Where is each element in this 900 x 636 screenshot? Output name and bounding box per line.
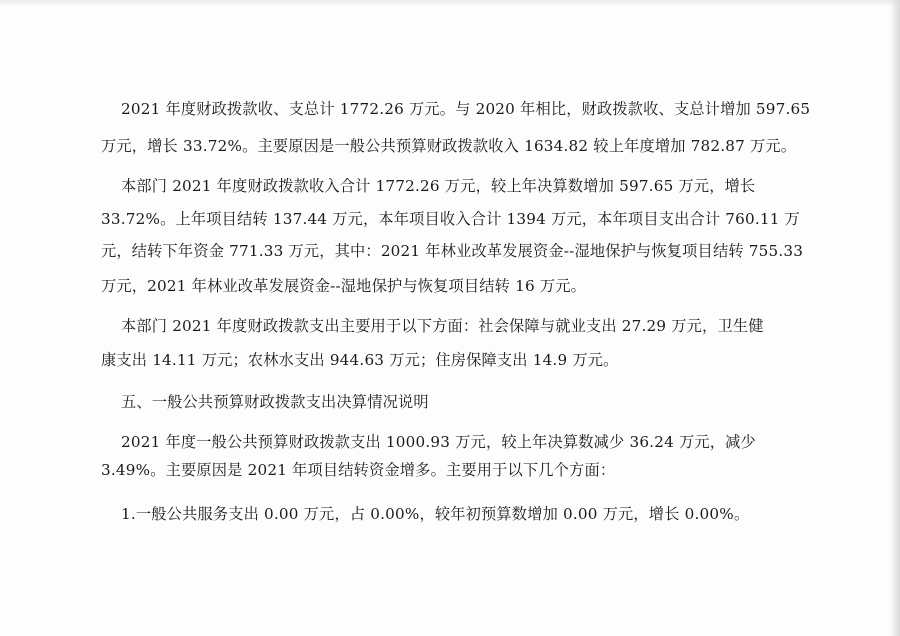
text-line: 本部门 2021 年度财政拨款支出主要用于以下方面：社会保障与就业支出 27.29 万元，卫生健 bbox=[121, 317, 764, 335]
text-line: 2021 年度财政拨款收、支总计 1772.26 万元。与 2020 年相比，财政拨款收、支总计增加 597.65 bbox=[121, 100, 811, 118]
text-line: 2021 年度一般公共预算财政拨款支出 1000.93 万元，较上年决算数减少 36.24 万元，减少 bbox=[121, 433, 756, 451]
text-line: 本部门 2021 年度财政拨款收入合计 1772.26 万元，较上年决算数增加 597.65 万元，增长 bbox=[121, 177, 756, 195]
text-line: 3.49%。主要原因是 2021 年项目结转资金增多。主要用于以下几个方面： bbox=[101, 461, 616, 479]
text-line: 万元，增长 33.72%。主要原因是一般公共预算财政拨款收入 1634.82 较上年度增加 782.87 万元。 bbox=[101, 137, 797, 155]
text-line: 33.72%。上年项目结转 137.44 万元，本年项目收入合计 1394 万元，本年项目支出合计 760.11 万 bbox=[101, 210, 801, 228]
section-title: 五、一般公共预算财政拨款支出决算情况说明 bbox=[121, 393, 429, 411]
text-line: 万元，2021 年林业改革发展资金--湿地保护与恢复项目结转 16 万元。 bbox=[101, 277, 586, 295]
scan-shadow-top bbox=[0, 0, 900, 6]
text-line: 1.一般公共服务支出 0.00 万元，占 0.00%，较年初预算数增加 0.00 万元，增长 0.00%。 bbox=[121, 505, 750, 523]
text-line: 康支出 14.11 万元；农林水支出 944.63 万元；住房保障支出 14.9 万元。 bbox=[101, 351, 619, 369]
text-line: 元，结转下年资金 771.33 万元，其中：2021 年林业改革发展资金--湿地保护与恢复项目结转 755.33 bbox=[101, 242, 804, 260]
